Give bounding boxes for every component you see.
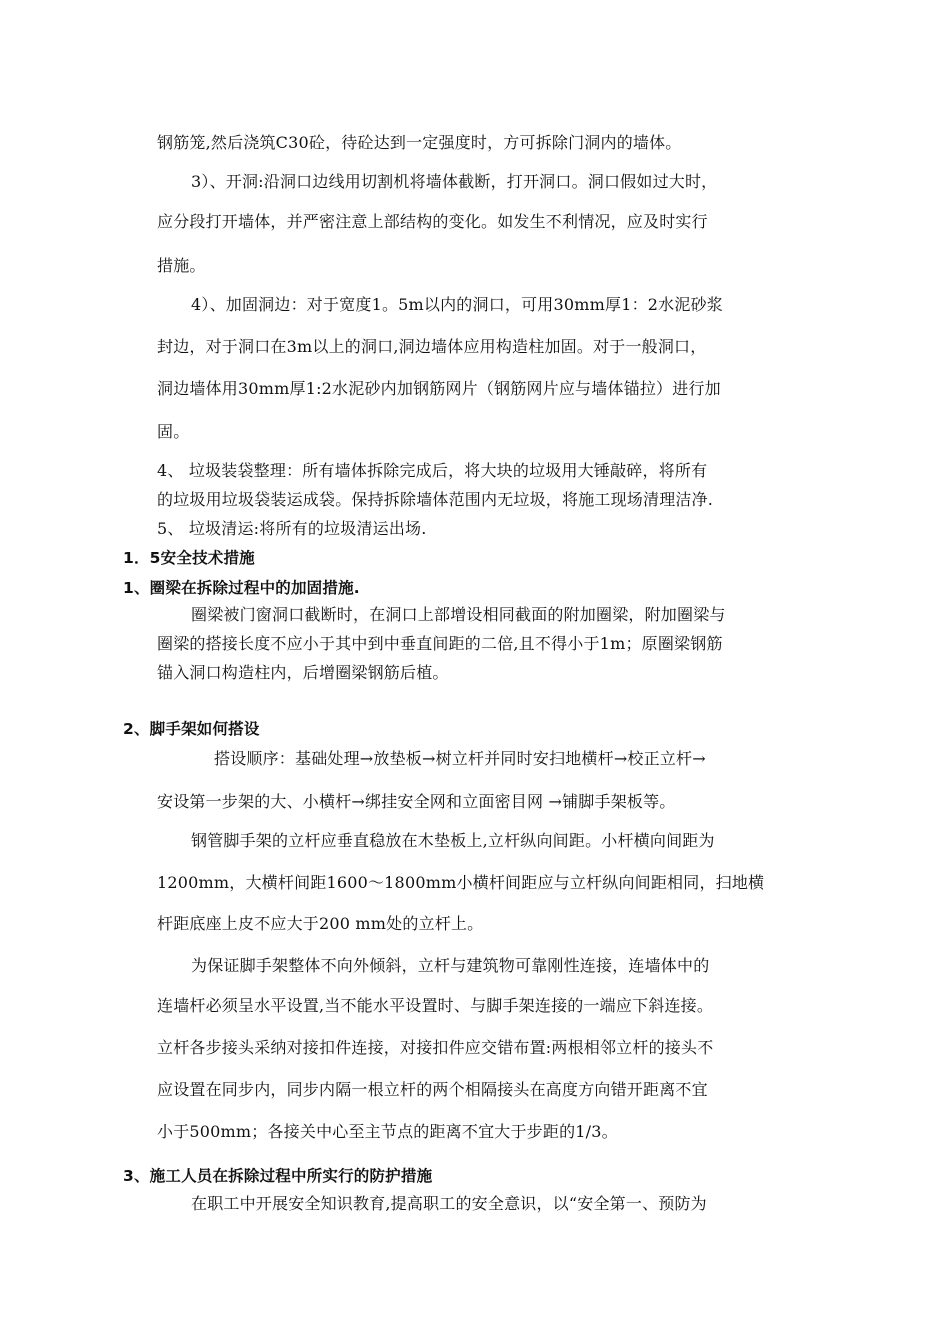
subsection-heading: 1、圈梁在拆除过程中的加固措施. [123,579,360,597]
text-line: 封边，对于洞口在3m以上的洞口,洞边墙体应用构造柱加固。对于一般洞口， [157,337,707,356]
text-line: 小于500mm；各接关中心至主节点的距离不宜大于步距的1/3。 [157,1122,618,1141]
subsection-heading: 3、施工人员在拆除过程中所实行的防护措施 [123,1167,433,1185]
text-line: 固。 [157,422,190,441]
text-line: 圈梁被门窗洞口截断时，在洞口上部增设相同截面的附加圈梁，附加圈梁与 [191,605,726,624]
text-line: 连墙杆必须呈水平设置,当不能水平设置时、与脚手架连接的一端应下斜连接。 [157,996,714,1015]
text-line: 在职工中开展安全知识教育,提高职工的安全意识，以“安全第一、预防为 [191,1194,707,1213]
text-line: 搭设顺序：基础处理→放垫板→树立杆并同时安扫地横杆→校正立杆→ [214,749,706,768]
text-line: 1200mm，大横杆间距1600～1800mm小横杆间距应与立杆纵向间距相同，扫地横 [157,873,765,892]
text-line: 洞边墙体用30mm厚1:2水泥砂内加钢筋网片（钢筋网片应与墙体锚拉）进行加 [157,379,721,398]
text-line: 锚入洞口构造柱内，后增圈梁钢筋后植。 [157,663,449,682]
text-line: 的垃圾用垃圾袋装运成袋。保持拆除墙体范围内无垃圾，将施工现场清理洁净. [157,490,714,509]
text-line: 4、 垃圾装袋整理：所有墙体拆除完成后，将大块的垃圾用大锤敲碎，将所有 [157,461,708,480]
text-line: 应分段打开墙体，并严密注意上部结构的变化。如发生不利情况，应及时实行 [157,212,708,231]
text-line: 钢筋笼,然后浇筑C30砼，待砼达到一定强度时，方可拆除门洞内的墙体。 [157,133,682,152]
text-line: 3）、开洞:沿洞口边线用切割机将墙体截断，打开洞口。洞口假如过大时， [191,172,718,191]
text-line: 为保证脚手架整体不向外倾斜，立杆与建筑物可靠刚性连接，连墙体中的 [191,956,710,975]
text-line: 应设置在同步内，同步内隔一根立杆的两个相隔接头在高度方向错开距离不宜 [157,1080,708,1099]
text-line: 措施。 [157,256,206,275]
text-line: 圈梁的搭接长度不应小于其中到中垂直间距的二倍,且不得小于1m；原圈梁钢筋 [157,634,723,653]
text-line: 钢管脚手架的立杆应垂直稳放在木垫板上,立杆纵向间距。小杆横向间距为 [191,831,715,850]
subsection-heading: 2、脚手架如何搭设 [123,720,260,738]
section-heading: 1．5安全技术措施 [123,549,255,567]
text-line: 4）、加固洞边：对于宽度1。5m以内的洞口，可用30mm厚1：2水泥砂浆 [191,295,723,314]
text-line: 立杆各步接头采纳对接扣件连接，对接扣件应交错布置:两根相邻立杆的接头不 [157,1038,714,1057]
text-line: 安设第一步架的大、小横杆→绑挂安全网和立面密目网 →铺脚手架板等。 [157,792,676,811]
text-line: 5、 垃圾清运:将所有的垃圾清运出场. [157,519,427,538]
text-line: 杆距底座上皮不应大于200 mm处的立杆上。 [157,914,484,933]
